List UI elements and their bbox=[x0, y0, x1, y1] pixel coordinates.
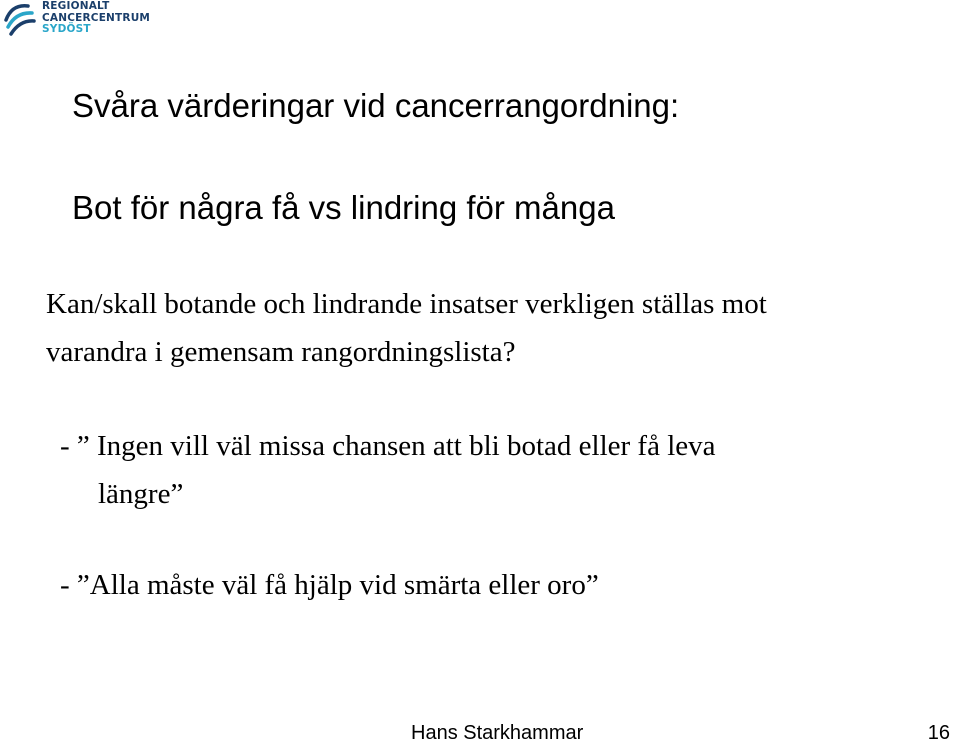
logo-line-2: CANCERCENTRUM bbox=[42, 11, 151, 24]
organization-logo bbox=[2, 0, 151, 40]
bullet-point-1-line-2: längre” bbox=[98, 478, 184, 510]
slide-subtitle: Bot för några få vs lindring för många bbox=[72, 189, 615, 226]
logo-mark-icon bbox=[2, 0, 36, 38]
footer-author: Hans Starkhammar bbox=[411, 722, 584, 744]
question-paragraph bbox=[46, 280, 767, 376]
logo-text bbox=[42, 1, 150, 36]
bullet-point-1 bbox=[60, 422, 716, 518]
question-line-2: varandra i gemensam rangordningslista? bbox=[46, 336, 516, 368]
logo-line-1: REGIONALT bbox=[42, 0, 110, 12]
question-line-1: Kan/skall botande och lindrande insatser verkligen ställas mot bbox=[46, 288, 767, 320]
bullet-point-2: - ”Alla måste väl få hjälp vid smärta eller oro” bbox=[60, 569, 599, 601]
page-number: 16 bbox=[927, 722, 950, 744]
logo-line-3: SYDÖST bbox=[42, 23, 91, 35]
slide-title: Svåra värderingar vid cancerrangordning: bbox=[72, 87, 680, 124]
bullet-point-1-line-1: - ” Ingen vill väl missa chansen att bli botad eller få leva bbox=[60, 430, 716, 462]
